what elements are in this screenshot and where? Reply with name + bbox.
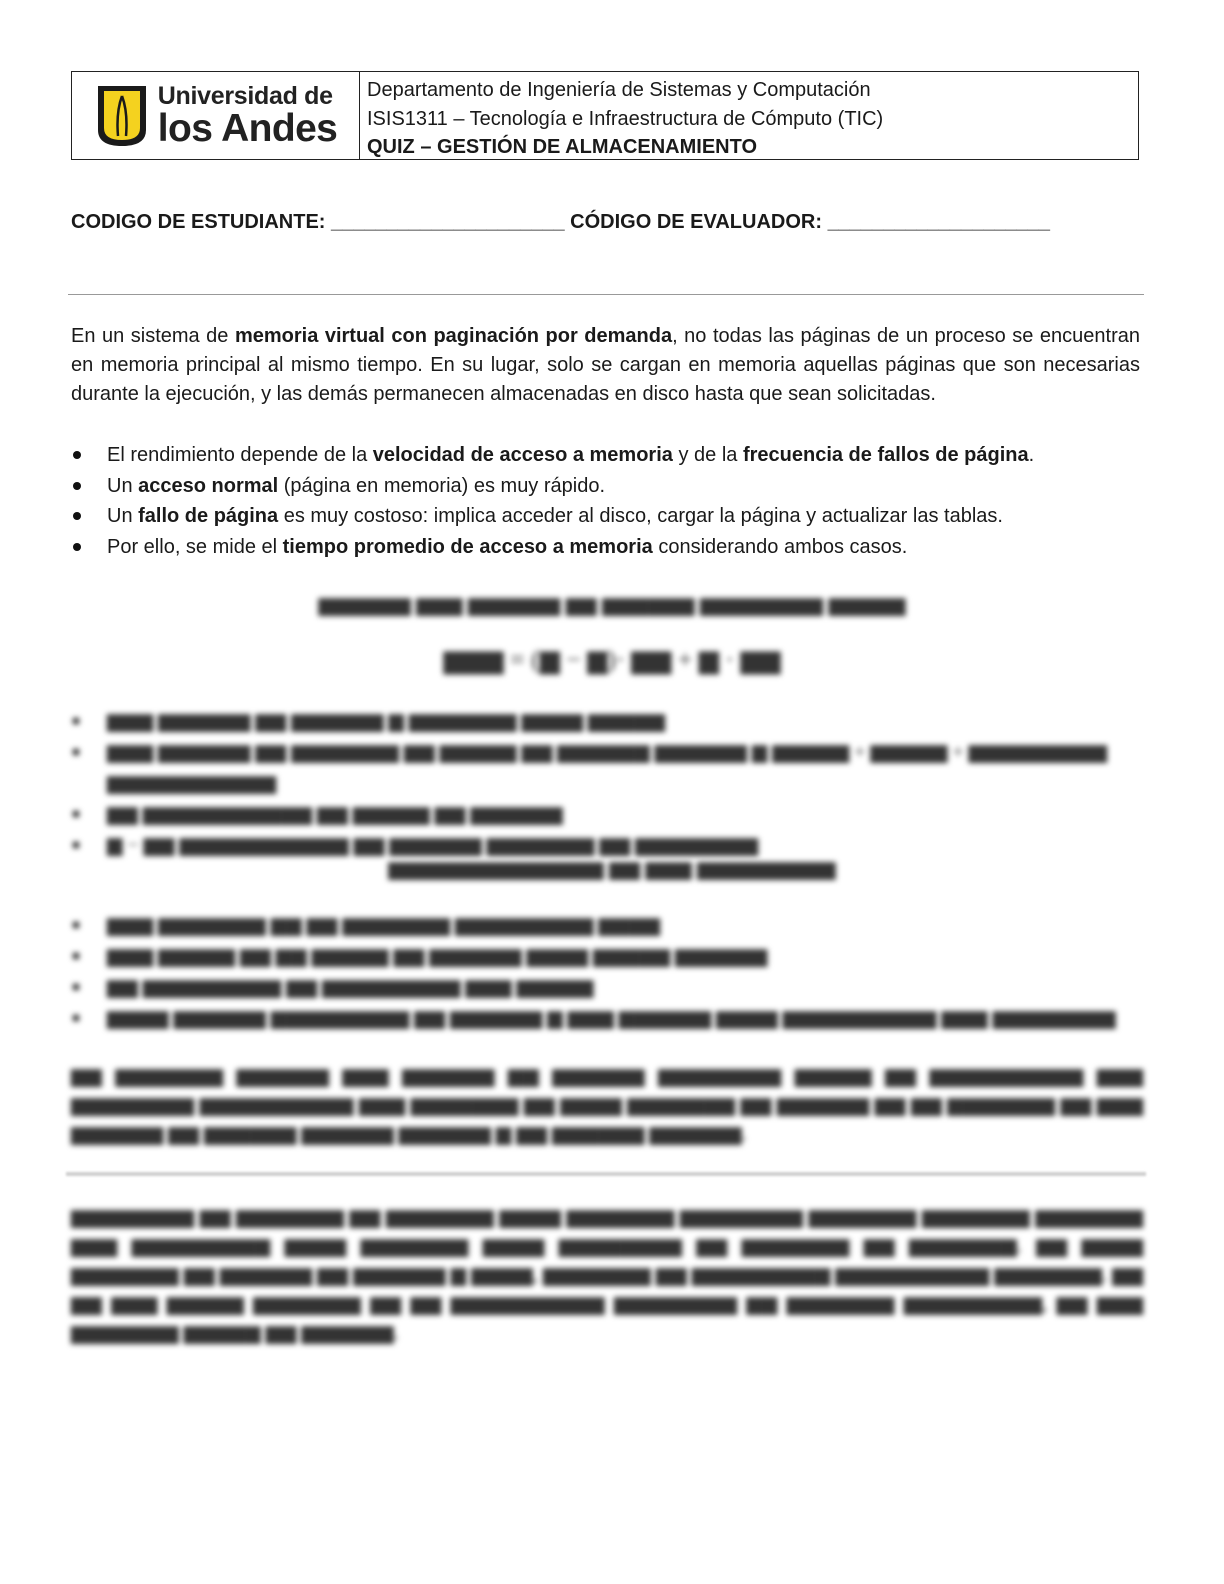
- intro-bullets: [71, 440, 1140, 562]
- bullet-bold: acceso normal: [138, 474, 279, 497]
- quiz-title: QUIZ – GESTIÓN DE ALMACENAMIENTO: [367, 136, 758, 158]
- bullet-bold: velocidad de acceso a memoria: [372, 444, 673, 466]
- redacted-question-paragraph: ▆▆▆▆▆▆▆▆ ▆▆ ▆▆▆▆▆▆▆ ▆▆ ▆▆▆▆▆▆▆ ▆▆▆▆ ▆▆▆▆▆▆▆ ▆▆▆▆▆▆▆▆ ▆▆▆▆▆▆▆ ▆▆▆▆▆▆▆ ▆▆▆▆▆▆▆ ▆▆▆ ▆▆▆▆▆▆▆▆▆ ▆▆▆▆ ▆▆▆▆▆▆▆ ▆▆▆▆ ▆▆▆▆▆▆▆▆ ▆▆ ▆▆▆▆▆▆▆ ▆▆ ▆▆▆▆▆▆▆. ▆▆ ▆▆▆▆ ▆▆▆▆▆▆▆ ▆▆ ▆▆▆▆▆▆ ▆▆ ▆▆▆▆▆▆ ▆ ▆▆▆▆, ▆▆▆▆▆▆▆ ▆▆ ▆▆▆▆▆▆▆▆▆ ▆▆▆▆▆▆▆▆▆▆ ▆▆▆▆▆▆▆. ▆▆ ▆▆ ▆▆▆ ▆▆▆▆▆ ▆▆▆▆▆▆▆ ▆▆ ▆▆ ▆▆▆▆▆▆▆▆▆▆ ▆▆▆▆▆▆▆▆ ▆▆ ▆▆▆▆▆▆▆ ▆▆▆▆▆▆▆▆▆, ▆▆ ▆▆▆ ▆▆▆▆▆▆▆ ▆▆▆▆▆ ▆▆ ▆▆▆▆▆▆.: [71, 1206, 1143, 1344]
- list-item: ▆ − ▆▆ ▆▆▆▆▆▆▆▆▆▆▆ ▆▆ ▆▆▆▆▆▆ ▆▆▆▆▆▆▆ ▆▆ ▆▆▆▆▆▆▆▆: [71, 830, 1140, 861]
- divider: [68, 294, 1144, 295]
- list-item: [71, 440, 1140, 471]
- list-item: ▆▆ ▆▆▆▆▆▆▆▆▆▆▆ ▆▆ ▆▆▆▆▆ ▆▆ ▆▆▆▆▆▆: [71, 799, 1140, 830]
- bullet-bold: fallo de página: [138, 505, 279, 527]
- redacted-summary: ▆▆ ▆▆▆▆▆▆▆ ▆▆▆▆▆▆ ▆▆▆ ▆▆▆▆▆▆ ▆▆ ▆▆▆▆▆▆ ▆▆▆▆▆▆▆▆ ▆▆▆▆▆ ▆▆ ▆▆▆▆▆▆▆▆▆▆ ▆▆▆ ▆▆▆▆▆▆▆▆ ▆▆▆▆▆▆▆▆▆▆ ▆▆▆ ▆▆▆▆▆▆▆ ▆▆ ▆▆▆▆ ▆▆▆▆▆▆▆ ▆▆ ▆▆▆▆▆▆ ▆▆ ▆▆ ▆▆▆▆▆▆▆ ▆▆ ▆▆▆ ▆▆▆▆▆▆ ▆▆ ▆▆▆▆▆▆ ▆▆▆▆▆▆ ▆▆▆▆▆▆ ▆ ▆▆ ▆▆▆▆▆▆ ▆▆▆▆▆▆.: [71, 1065, 1143, 1145]
- bullet-text: .: [1028, 444, 1035, 466]
- bullet-text: Por ello, se mide el: [107, 535, 283, 558]
- bullet-bold: tiempo promedio de acceso a memoria: [282, 535, 653, 558]
- intro-text-2: , no todas las páginas de un proceso se encuentran en memoria principal al mismo tiempo. En su lugar, solo se cargan en memoria aquellas páginas que son necesarias durante la ejecución, y las demás permanecen almacenadas en disco hasta que sean solicitadas.: [71, 325, 1140, 405]
- university-logo: [72, 72, 360, 159]
- bullet-text: Un: [107, 505, 139, 527]
- list-item: ▆▆▆ ▆▆▆▆▆ ▆▆ ▆▆ ▆▆▆▆▆ ▆▆ ▆▆▆▆▆▆ ▆▆▆▆ ▆▆▆▆▆ ▆▆▆▆▆▆: [71, 941, 1140, 972]
- redacted-formula: ▆▆▆ = (▆ − ▆)· ▆▆ + ▆ · ▆▆: [443, 645, 781, 674]
- bullet-text: Un: [107, 474, 139, 497]
- list-item: [71, 532, 1140, 563]
- bullet-text: (página en memoria) es muy rápido.: [278, 474, 606, 497]
- intro-bold-1: memoria virtual con paginación por demanda: [234, 325, 673, 347]
- bullet-text: y de la: [672, 444, 743, 466]
- divider: [66, 1172, 1146, 1176]
- redacted-interpretation: [71, 910, 1140, 1034]
- bullet-icon: [73, 512, 81, 520]
- list-item: ▆▆ ▆▆▆▆▆▆▆▆▆ ▆▆ ▆▆▆▆▆▆▆▆▆ ▆▆▆ ▆▆▆▆▆: [71, 972, 1140, 1003]
- redacted-definitions: [71, 706, 1140, 861]
- redacted-formula-title: ▆▆▆▆▆▆ ▆▆▆ ▆▆▆▆▆▆ ▆▆ ▆▆▆▆▆▆ ▆▆▆▆▆▆▆▆ ▆▆▆▆▆: [318, 594, 906, 616]
- list-item: ▆▆▆▆ ▆▆▆▆▆▆ ▆▆▆▆▆▆▆▆▆ ▆▆ ▆▆▆▆▆▆ ▆ ▆▆▆ ▆▆▆▆▆▆ ▆▆▆▆ ▆▆▆▆▆▆▆▆▆▆ ▆▆▆ ▆▆▆▆▆▆▆▆: [71, 1003, 1140, 1034]
- bullet-icon: [73, 543, 81, 551]
- intro-text-1: En un sistema de: [71, 325, 235, 347]
- list-item: ▆▆▆ ▆▆▆▆▆▆ ▆▆ ▆▆▆▆▆▆▆ ▆▆ ▆▆▆▆▆ ▆▆ ▆▆▆▆▆▆ ▆▆▆▆▆▆ ▆ ▆▆▆▆▆ + ▆▆▆▆▆ + ▆▆▆▆▆▆▆▆▆ ▆▆▆▆▆▆▆▆▆▆▆: [71, 737, 1140, 799]
- redacted-interpretation-title: ▆▆▆▆▆▆▆▆▆▆▆▆▆▆ ▆▆ ▆▆▆ ▆▆▆▆▆▆▆▆▆: [388, 858, 836, 880]
- header-table: [71, 71, 1139, 160]
- intro-paragraph: [71, 322, 1140, 409]
- andes-shield-icon: [94, 82, 150, 150]
- department-name: Departamento de Ingeniería de Sistemas y Computación: [367, 79, 871, 101]
- list-item: ▆▆▆ ▆▆▆▆▆▆▆ ▆▆ ▆▆ ▆▆▆▆▆▆▆ ▆▆▆▆▆▆▆▆▆ ▆▆▆▆: [71, 910, 1140, 941]
- bullet-text: considerando ambos casos.: [652, 535, 908, 558]
- list-item: [71, 501, 1140, 532]
- course-info: [360, 72, 883, 159]
- list-item: [71, 471, 1140, 502]
- student-evaluator-codes: CODIGO DE ESTUDIANTE: _____________________ CÓDIGO DE EVALUADOR: ____________________: [71, 211, 1051, 233]
- logo-line2: los Andes: [157, 106, 338, 150]
- bullet-text: es muy costoso: implica acceder al disco, cargar la página y actualizar las tablas.: [278, 505, 1003, 527]
- list-item: ▆▆▆ ▆▆▆▆▆▆ ▆▆ ▆▆▆▆▆▆ ▆ ▆▆▆▆▆▆▆ ▆▆▆▆ ▆▆▆▆▆: [71, 706, 1140, 737]
- bullet-icon: [73, 482, 81, 490]
- bullet-icon: [73, 451, 81, 459]
- bullet-bold: frecuencia de fallos de página: [742, 444, 1029, 466]
- logo-line1: Universidad de: [157, 81, 333, 110]
- course-name: ISIS1311 – Tecnología e Infraestructura de Cómputo (TIC): [367, 107, 884, 130]
- bullet-text: El rendimiento depende de la: [107, 444, 373, 466]
